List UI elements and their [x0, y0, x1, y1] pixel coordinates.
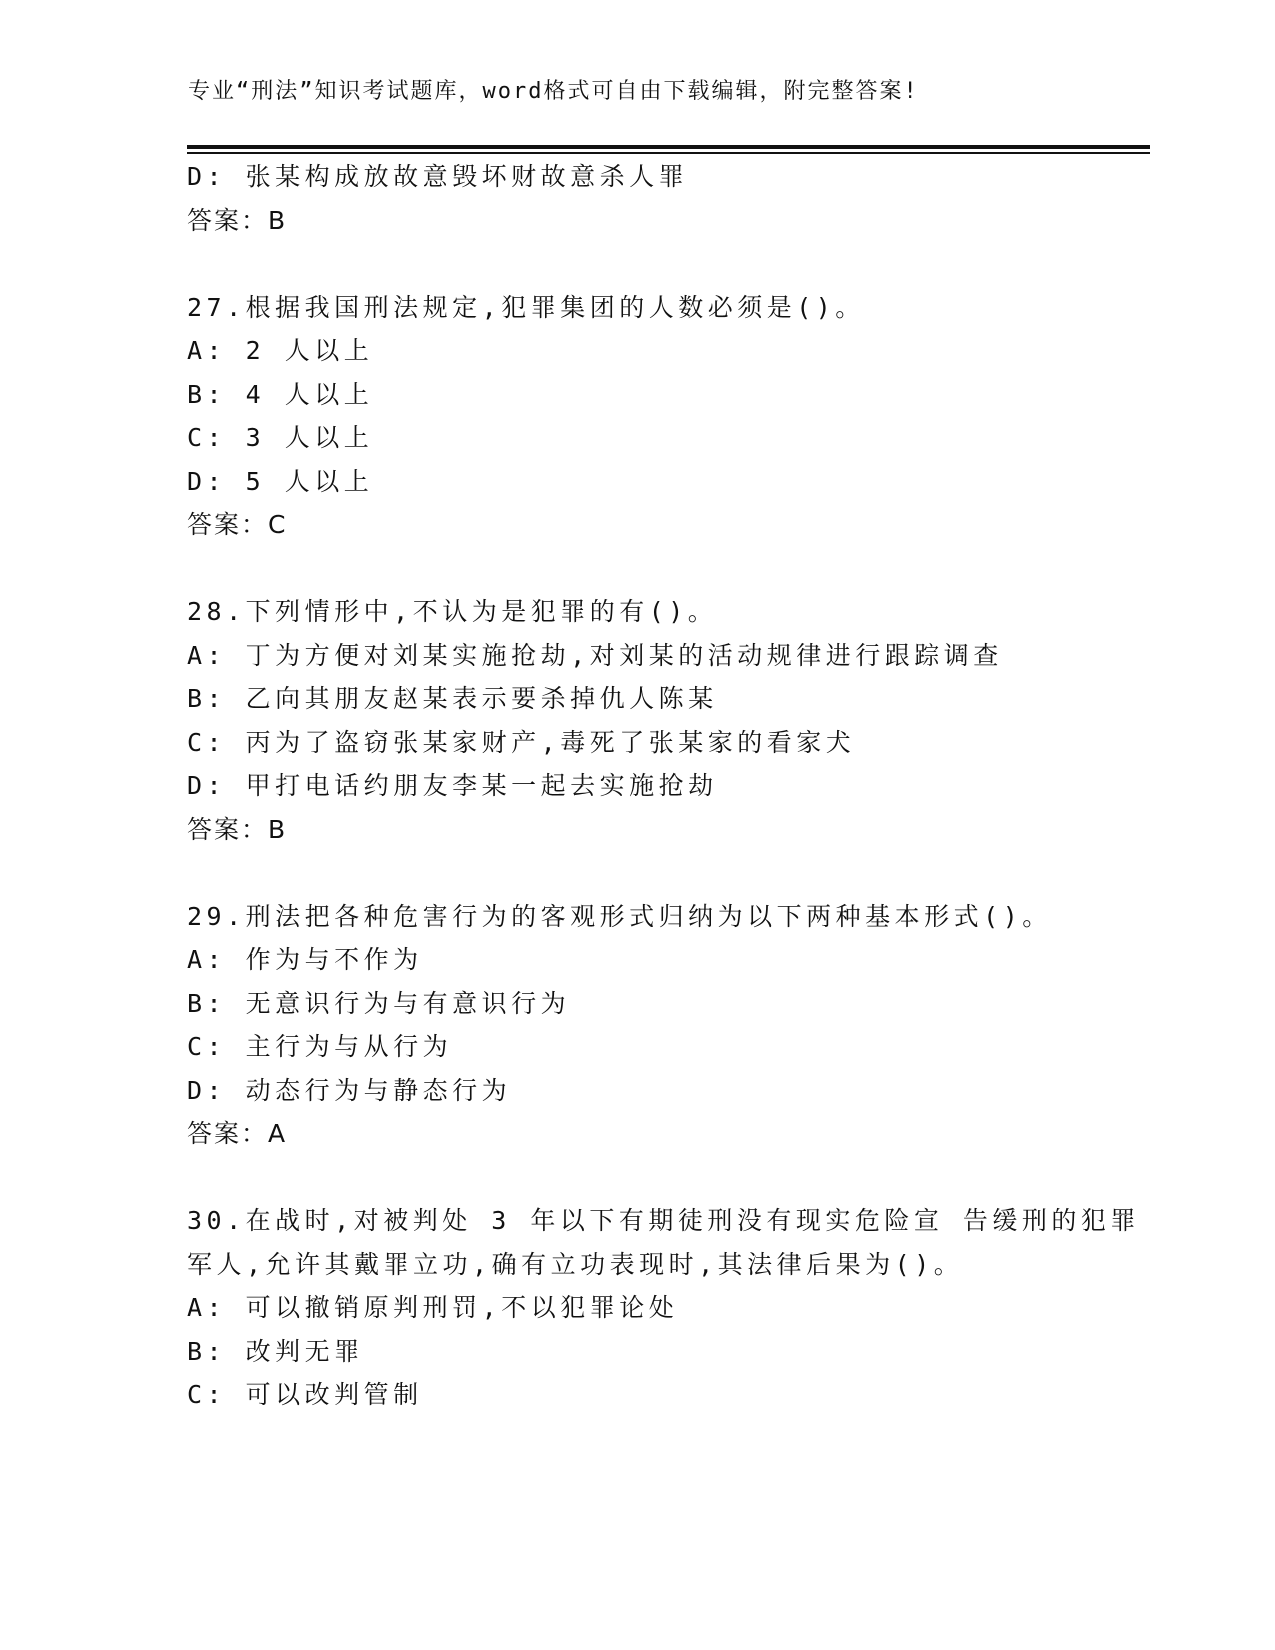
document-header: 专业“刑法”知识考试题库，word格式可自由下载编辑，附完整答案! [188, 79, 919, 104]
question-30-stem-line2: 军人,允许其戴罪立功,确有立功表现时,其法律后果为()。 [187, 1250, 964, 1279]
question-30-option-c: C: 可以改判管制 [187, 1380, 423, 1409]
question-27-option-c: C: 3 人以上 [187, 423, 374, 452]
question-29-option-a: A: 作为与不作为 [187, 945, 423, 974]
question-27-option-d: D: 5 人以上 [187, 467, 374, 496]
question-29-option-c: C: 主行为与从行为 [187, 1032, 453, 1061]
question-29-stem: 29.刑法把各种危害行为的客观形式归纳为以下两种基本形式()。 [187, 902, 1052, 931]
question-28-option-c: C: 丙为了盗窃张某家财产,毒死了张某家的看家犬 [187, 728, 856, 757]
prev-option-d: D: 张某构成放故意毁坏财故意杀人罪 [187, 162, 689, 191]
question-30-stem-line1: 30.在战时,对被判处 3 年以下有期徒刑没有现实危险宣 告缓刑的犯罪 [187, 1206, 1140, 1235]
header-divider-thin [187, 152, 1150, 154]
question-27-option-b: B: 4 人以上 [187, 380, 374, 409]
header-divider-thick [187, 145, 1150, 149]
question-30-option-b: B: 改判无罪 [187, 1337, 364, 1366]
question-27-option-a: A: 2 人以上 [187, 336, 374, 365]
question-28-stem: 28.下列情形中,不认为是犯罪的有()。 [187, 597, 718, 626]
question-28-option-a: A: 丁为方便对刘某实施抢劫,对刘某的活动规律进行跟踪调查 [187, 641, 1003, 670]
question-28-option-d: D: 甲打电话约朋友李某一起去实施抢劫 [187, 771, 718, 800]
question-28-answer: 答案：B [187, 815, 288, 844]
prev-answer: 答案：B [187, 206, 288, 235]
question-29-option-d: D: 动态行为与静态行为 [187, 1076, 512, 1105]
question-27-stem: 27.根据我国刑法规定,犯罪集团的人数必须是()。 [187, 293, 865, 322]
question-27-answer: 答案：C [187, 510, 288, 539]
question-29-answer: 答案：A [187, 1119, 288, 1148]
question-28-option-b: B: 乙向其朋友赵某表示要杀掉仇人陈某 [187, 684, 718, 713]
question-30-option-a: A: 可以撤销原判刑罚,不以犯罪论处 [187, 1293, 679, 1322]
question-29-option-b: B: 无意识行为与有意识行为 [187, 989, 571, 1018]
